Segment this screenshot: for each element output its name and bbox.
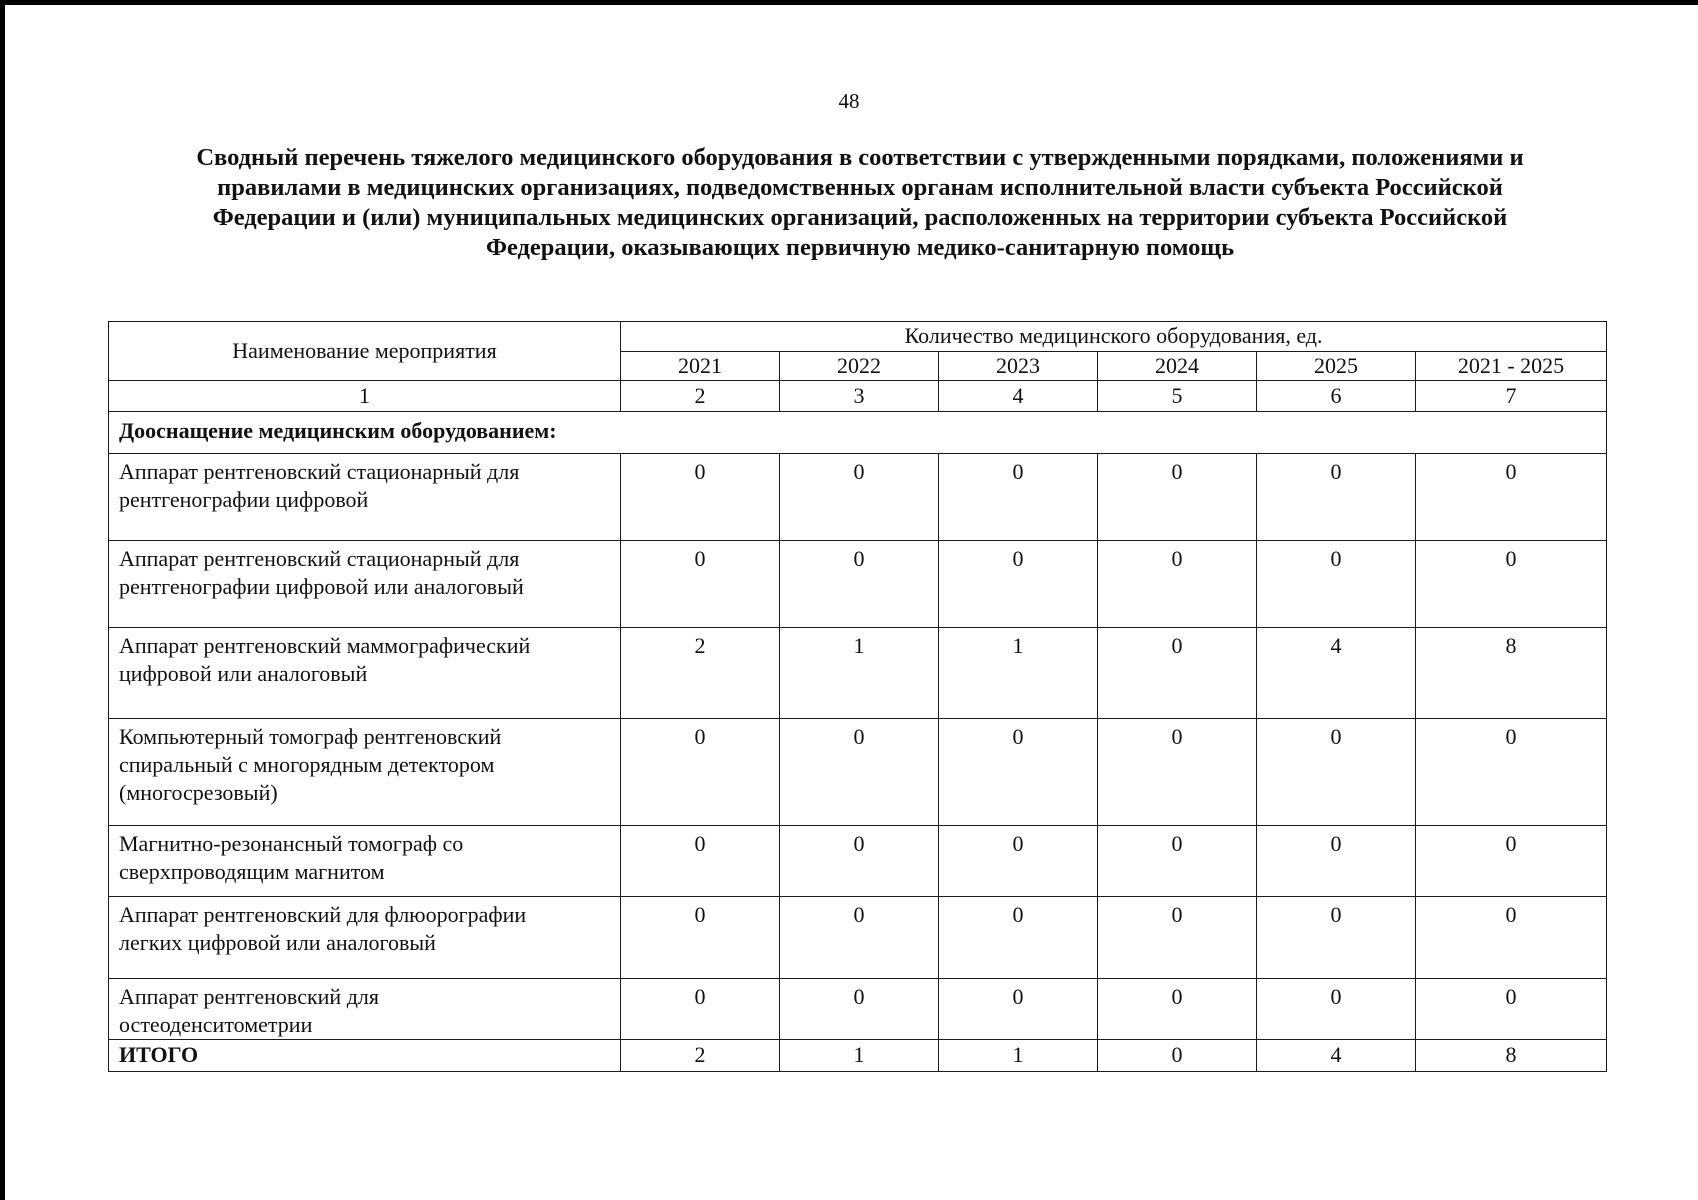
equipment-name — [109, 719, 621, 826]
total-value: 2 — [621, 1040, 780, 1072]
equipment-name — [109, 897, 621, 979]
value-cell: 0 — [621, 979, 780, 1040]
value-cell: 0 — [1098, 719, 1257, 826]
value-cell: 0 — [1416, 541, 1607, 628]
table-row — [109, 628, 1607, 719]
value-cell: 0 — [780, 979, 939, 1040]
document-title — [120, 143, 1600, 263]
value-cell: 0 — [621, 719, 780, 826]
value-cell: 0 — [1257, 979, 1416, 1040]
value-cell: 0 — [780, 541, 939, 628]
equipment-name — [109, 541, 621, 628]
equipment-name-line: Компьютерный томограф рентгеновский — [119, 724, 502, 749]
section-row — [109, 412, 1607, 454]
value-cell: 0 — [939, 454, 1098, 541]
value-cell: 4 — [1257, 628, 1416, 719]
value-cell: 0 — [621, 897, 780, 979]
value-cell: 0 — [1098, 541, 1257, 628]
year-header-2022: 2022 — [780, 351, 939, 381]
section-title: Дооснащение медицинским оборудованием: — [109, 412, 1607, 454]
table-row — [109, 979, 1607, 1040]
year-header-2025: 2025 — [1257, 351, 1416, 381]
total-value: 1 — [939, 1040, 1098, 1072]
equipment-name — [109, 628, 621, 719]
table-row — [109, 719, 1607, 826]
equipment-name-line: сверхпроводящим магнитом — [119, 859, 385, 884]
value-cell: 0 — [1098, 897, 1257, 979]
total-label: ИТОГО — [109, 1040, 621, 1072]
equipment-name-line: остеоденситометрии — [119, 1012, 313, 1037]
value-cell: 0 — [939, 541, 1098, 628]
equipment-name-line: Аппарат рентгеновский для — [119, 984, 379, 1009]
column-number: 7 — [1416, 381, 1607, 412]
equipment-name-line: легких цифровой или аналоговый — [119, 930, 436, 955]
equipment-name — [109, 979, 621, 1040]
equipment-name-line: спиральный с многорядным детектором — [119, 752, 495, 777]
value-cell: 0 — [1257, 541, 1416, 628]
equipment-name-line: Аппарат рентгеновский стационарный для — [119, 459, 520, 484]
header-row — [109, 322, 1607, 352]
total-value: 1 — [780, 1040, 939, 1072]
value-cell: 2 — [621, 628, 780, 719]
title-line: правилами в медицинских организациях, подведомственных органам исполнительной власти субъекта Российской — [217, 174, 1503, 201]
year-header-2021: 2021 — [621, 351, 780, 381]
equipment-name-line: Магнитно-резонансный томограф со — [119, 831, 464, 856]
equipment-name-line: рентгенографии цифровой или аналоговый — [119, 574, 524, 599]
total-value: 0 — [1098, 1040, 1257, 1072]
table-row — [109, 826, 1607, 897]
equipment-name — [109, 826, 621, 897]
value-cell: 0 — [1098, 979, 1257, 1040]
column-number: 4 — [939, 381, 1098, 412]
value-cell: 0 — [1098, 826, 1257, 897]
value-cell: 0 — [1257, 454, 1416, 541]
equipment-name-line: Аппарат рентгеновский стационарный для — [119, 546, 520, 571]
value-cell: 0 — [1416, 454, 1607, 541]
table-row — [109, 454, 1607, 541]
title-line: Федерации, оказывающих первичную медико-санитарную помощь — [485, 234, 1235, 261]
value-cell: 0 — [1257, 826, 1416, 897]
value-cell: 0 — [1416, 826, 1607, 897]
name-column-header: Наименование мероприятия — [109, 322, 621, 381]
table-row — [109, 541, 1607, 628]
column-number: 3 — [780, 381, 939, 412]
value-cell: 0 — [780, 719, 939, 826]
total-row — [109, 1040, 1607, 1072]
column-number-row — [109, 381, 1607, 412]
equipment-name-line: Аппарат рентгеновский для флюорографии — [119, 902, 527, 927]
page-number: 48 — [838, 89, 860, 113]
equipment-name-line: рентгенографии цифровой — [119, 487, 369, 512]
equipment-name-line: Аппарат рентгеновский маммографический — [119, 633, 531, 658]
value-cell: 0 — [780, 826, 939, 897]
value-cell: 0 — [1416, 719, 1607, 826]
year-header-total: 2021 - 2025 — [1416, 351, 1607, 381]
table-row — [109, 897, 1607, 979]
year-header-2024: 2024 — [1098, 351, 1257, 381]
value-cell: 0 — [939, 719, 1098, 826]
title-line: Сводный перечень тяжелого медицинского оборудования в соответствии с утвержденными порядками, положениями и — [196, 144, 1524, 171]
value-cell: 0 — [939, 897, 1098, 979]
value-cell: 8 — [1416, 628, 1607, 719]
year-header-2023: 2023 — [939, 351, 1098, 381]
column-number: 5 — [1098, 381, 1257, 412]
equipment-name — [109, 454, 621, 541]
value-cell: 0 — [939, 826, 1098, 897]
column-number: 6 — [1257, 381, 1416, 412]
total-value: 4 — [1257, 1040, 1416, 1072]
equipment-table — [108, 321, 1607, 1072]
quantity-group-header: Количество медицинского оборудования, ед. — [621, 322, 1607, 352]
value-cell: 0 — [1416, 979, 1607, 1040]
value-cell: 0 — [1098, 628, 1257, 719]
value-cell: 1 — [939, 628, 1098, 719]
title-line: Федерации и (или) муниципальных медицинских организаций, расположенных на территории субъекта Российской — [212, 204, 1508, 231]
value-cell: 0 — [780, 454, 939, 541]
value-cell: 0 — [1257, 719, 1416, 826]
value-cell: 0 — [1257, 897, 1416, 979]
value-cell: 0 — [621, 541, 780, 628]
value-cell: 0 — [939, 979, 1098, 1040]
value-cell: 0 — [780, 897, 939, 979]
equipment-name-line: (многосрезовый) — [119, 780, 278, 805]
column-number: 1 — [109, 381, 621, 412]
value-cell: 0 — [1416, 897, 1607, 979]
value-cell: 0 — [1098, 454, 1257, 541]
value-cell: 1 — [780, 628, 939, 719]
column-number: 2 — [621, 381, 780, 412]
total-value: 8 — [1416, 1040, 1607, 1072]
value-cell: 0 — [621, 454, 780, 541]
equipment-name-line: цифровой или аналоговый — [119, 661, 368, 686]
value-cell: 0 — [621, 826, 780, 897]
